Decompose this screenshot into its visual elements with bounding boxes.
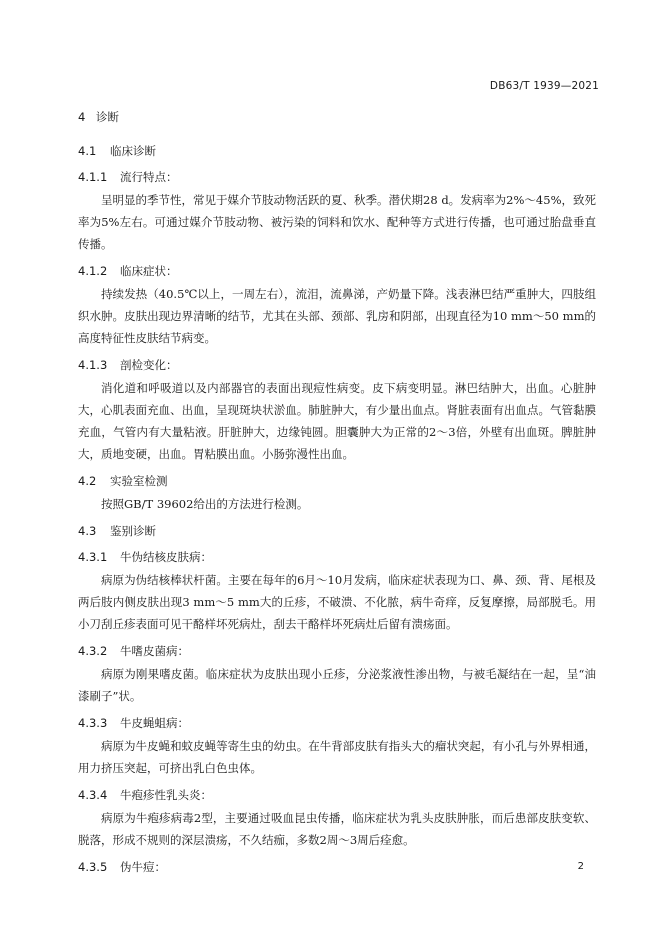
paragraph: 消化道和呼吸道以及内部器官的表面出现痘性病变。皮下病变明显。淋巴结肿大，出血。心脏肿大，心肌表面充血、出血，呈现斑块状淤血。肺脏肿大，有少量出血点。肾脏表面有出血点。气管黏膜充血，气管内有大量粘液。肝脏肿大，边缘钝圆。胆囊肿大为正常的2～3倍，外壁有出血斑。脾脏肿大，质地变硬，出血。胃粘膜出血。小肠弥漫性出血。 — [78, 381, 596, 461]
section-number: 4.1 — [78, 144, 97, 158]
document-body — [78, 107, 596, 875]
section-heading-4-1-1 — [78, 169, 596, 185]
section-title: 牛疱疹性乳头炎： — [120, 788, 212, 802]
section-number: 4.3 — [78, 524, 97, 538]
paragraph: 病原为牛皮蝇和蚊皮蝇等寄生虫的幼虫。在牛背部皮肤有指头大的瘤状突起，有小孔与外界相通，用力挤压突起，可挤出乳白色虫体。 — [78, 739, 596, 775]
paragraph: 病原为刚果嗜皮菌。临床症状为皮肤出现小丘疹，分泌浆液性渗出物，与被毛凝结在一起，呈“油漆刷子”状。 — [78, 667, 596, 703]
section-heading-4-3-1 — [78, 549, 596, 565]
paragraph: 持续发热（40.5℃以上，一周左右），流泪，流鼻涕，产奶量下降。浅表淋巴结严重肿大，四肢组织水肿。皮肤出现边界清晰的结节，尤其在头部、颈部、乳房和阴部，出现直径为10 mm～50 mm的高度特征性皮肤结节病变。 — [78, 287, 596, 345]
paragraph: 病原为伪结核棒状杆菌。主要在每年的6月～10月发病，临床症状表现为口、鼻、颈、背、尾根及两后肢内侧皮肤出现3 mm～5 mm大的丘疹，不破溃、不化脓，病牛奇痒，反复摩擦，局部脱毛。用小刀刮丘疹表面可见干酪样坏死病灶，刮去干酪样坏死病灶后留有溃疡面。 — [78, 573, 596, 631]
section-title: 剖检变化： — [120, 358, 178, 372]
section-number: 4.1.3 — [78, 358, 108, 372]
standard-code: DB63/T 1939—2021 — [489, 80, 599, 92]
section-number: 4.3.4 — [78, 788, 108, 802]
section-number: 4.3.3 — [78, 716, 108, 730]
paragraph: 病原为牛疱疹病毒2型，主要通过吸血昆虫传播，临床症状为乳头皮肤肿胀，而后患部皮肤变软、脱落，形成不规则的深层溃疡，不久结痂，多数2周～3周后痊愈。 — [78, 811, 596, 847]
section-heading-4-3-2 — [78, 643, 596, 659]
section-heading-4-3-5 — [78, 859, 596, 875]
section-title: 临床诊断 — [110, 144, 156, 158]
section-title: 牛伪结核皮肤病： — [120, 550, 212, 564]
section-number: 4 — [78, 110, 86, 124]
section-heading-4-3-3 — [78, 715, 596, 731]
section-heading-4-1 — [78, 143, 596, 159]
section-number: 4.1.1 — [78, 170, 108, 184]
section-title: 牛嗜皮菌病： — [120, 644, 189, 658]
section-title: 鉴别诊断 — [110, 524, 156, 538]
section-number: 4.3.5 — [78, 860, 108, 874]
section-heading-4-1-2 — [78, 263, 596, 279]
section-title: 牛皮蝇蛆病： — [120, 716, 189, 730]
section-heading-4-2 — [78, 473, 596, 489]
section-title: 诊断 — [96, 110, 119, 124]
section-title: 实验室检测 — [110, 474, 168, 488]
section-number: 4.2 — [78, 474, 97, 488]
section-heading-4 — [78, 109, 596, 125]
section-heading-4-3 — [78, 523, 596, 539]
section-title: 流行特点： — [120, 170, 178, 184]
section-number: 4.1.2 — [78, 264, 108, 278]
section-title: 伪牛痘： — [120, 860, 166, 874]
section-number: 4.3.2 — [78, 644, 108, 658]
paragraph: 按照GB/T 39602给出的方法进行检测。 — [101, 497, 309, 511]
paragraph: 呈明显的季节性，常见于媒介节肢动物活跃的夏、秋季。潜伏期28 d。发病率为2%～45%，致死率为5%左右。可通过媒介节肢动物、被污染的饲料和饮水、配种等方式进行传播，也可通过胎盘垂直传播。 — [78, 193, 596, 251]
section-number: 4.3.1 — [78, 550, 108, 564]
section-title: 临床症状： — [120, 264, 178, 278]
section-heading-4-1-3 — [78, 357, 596, 373]
page-number: 2 — [577, 861, 584, 872]
section-heading-4-3-4 — [78, 787, 596, 803]
